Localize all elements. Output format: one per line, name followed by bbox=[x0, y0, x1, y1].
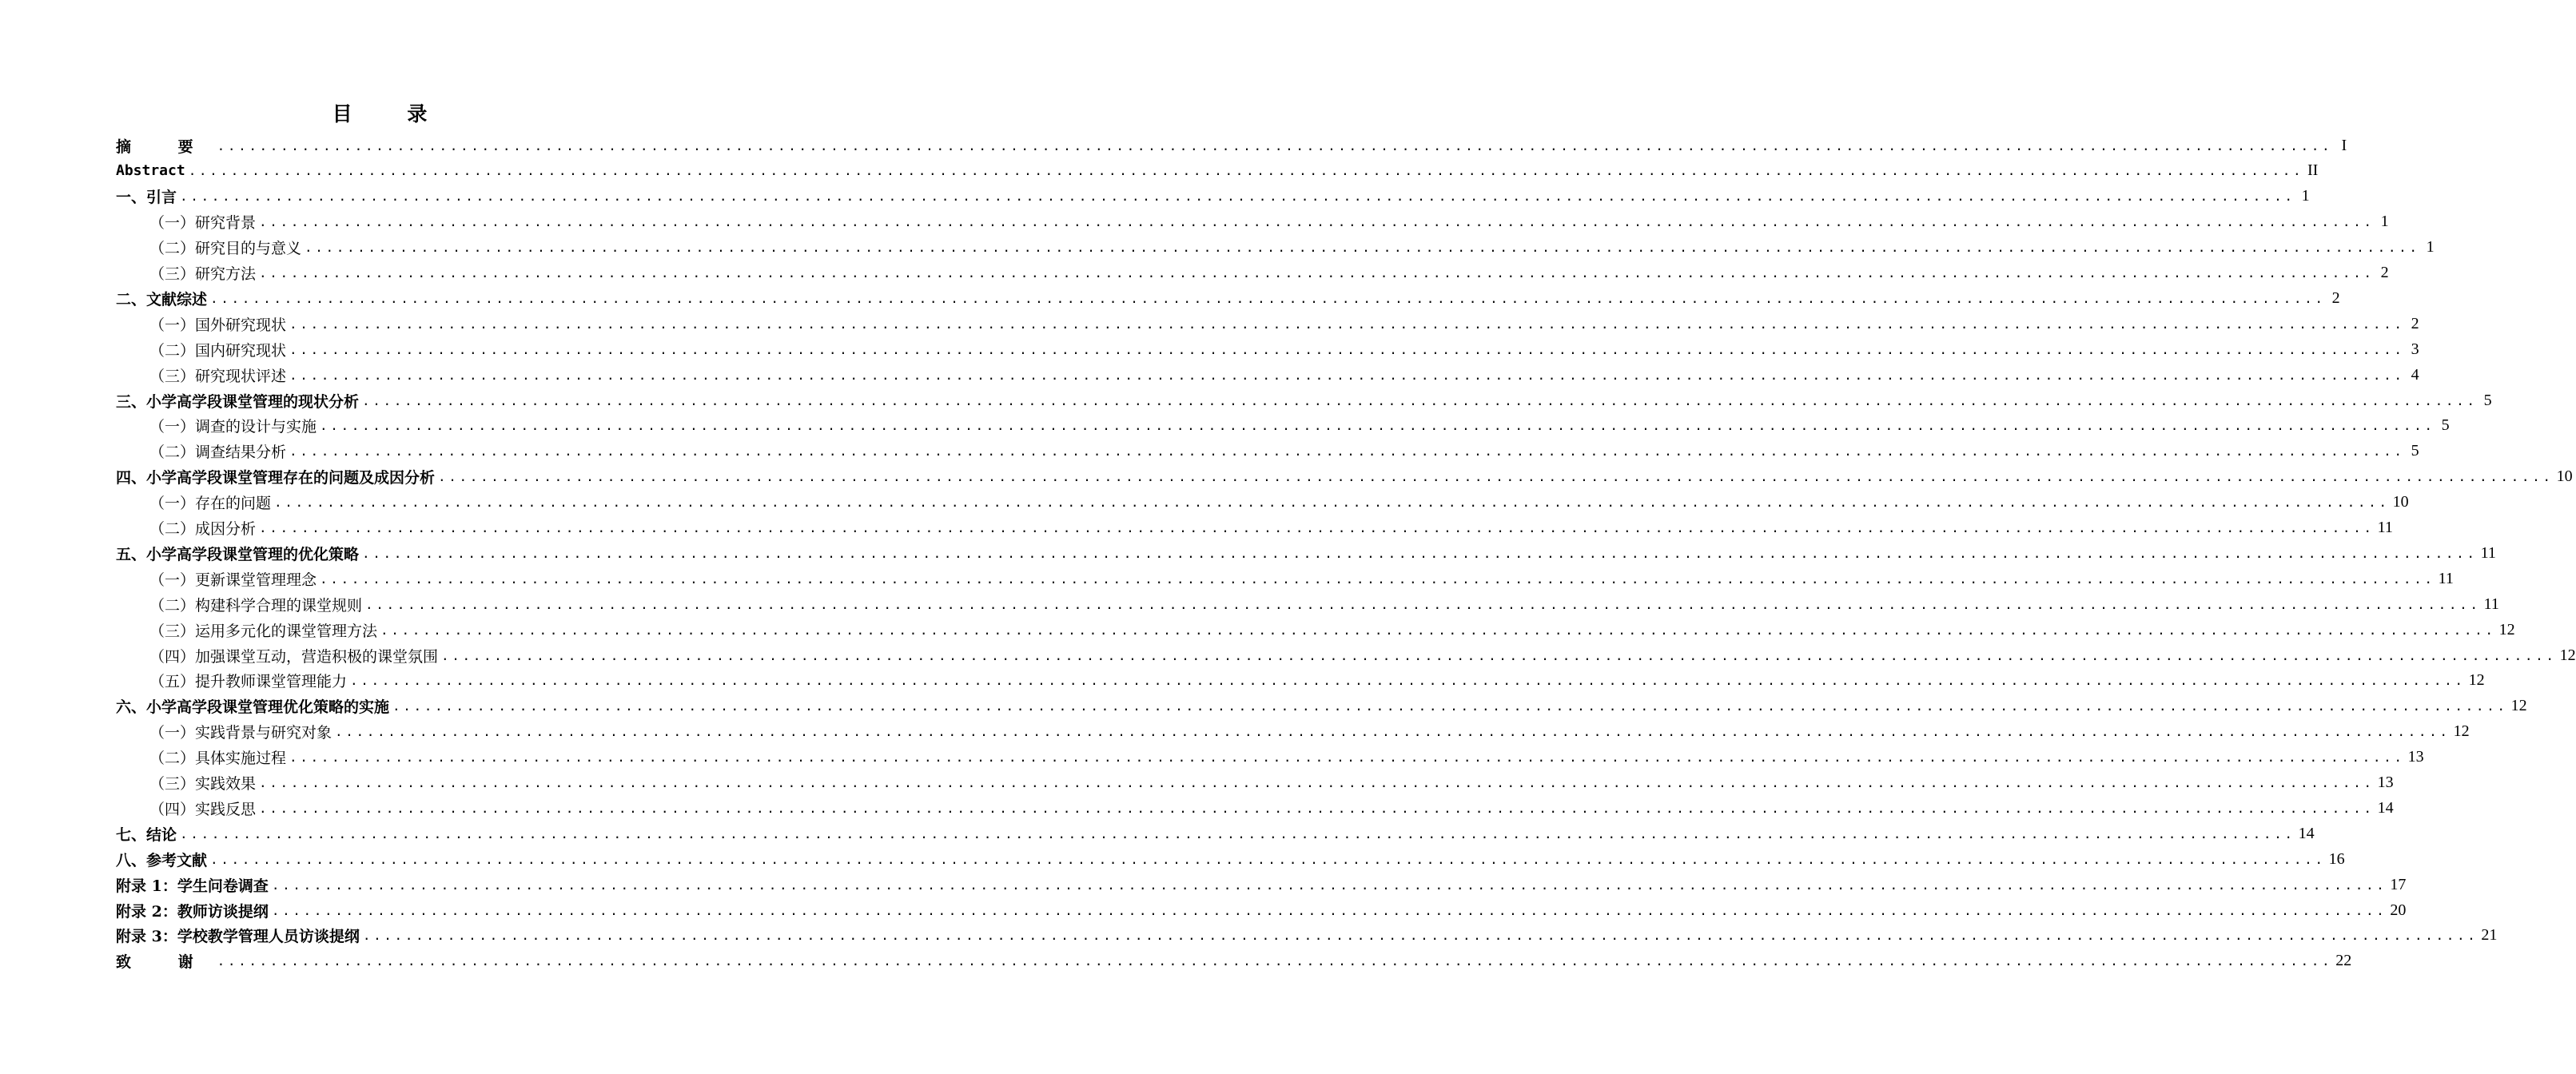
toc-dot-leader: ........................................................................................................................................................................................................ bbox=[217, 953, 2333, 969]
toc-entry[interactable] bbox=[149, 770, 2394, 796]
toc-entry-label: 六、小学高学段课堂管理优化策略的实施 bbox=[116, 698, 390, 717]
toc-dot-leader: ........................................................................................................................................................................................................ bbox=[320, 418, 2435, 434]
toc-entry-page-number: 3 bbox=[2411, 340, 2419, 358]
toc-entry[interactable] bbox=[149, 745, 2424, 770]
toc-entry[interactable] bbox=[116, 540, 2496, 566]
toc-entry-label: 附录 3：学校教学管理人员访谈提纲 bbox=[116, 928, 360, 946]
toc-entry[interactable] bbox=[149, 566, 2454, 591]
toc-dot-leader: ........................................................................................................................................................................................................ bbox=[188, 163, 2304, 179]
toc-entry-page-number: 17 bbox=[2390, 875, 2407, 893]
toc-entry[interactable] bbox=[116, 872, 2407, 897]
toc-dot-leader: ........................................................................................................................................................................................................ bbox=[210, 851, 2326, 867]
toc-entry-page-number: 10 bbox=[2556, 467, 2573, 486]
toc-entry[interactable] bbox=[149, 719, 2470, 745]
toc-entry-label: （四）加强课堂互动，营造积极的课堂氛围 bbox=[149, 647, 439, 666]
toc-entry-page-number: 11 bbox=[2480, 543, 2496, 562]
toc-entry[interactable] bbox=[116, 821, 2315, 846]
toc-entry[interactable] bbox=[149, 515, 2393, 541]
toc-entry[interactable] bbox=[149, 795, 2394, 821]
toc-entry[interactable] bbox=[149, 591, 2499, 617]
toc-entry-label: （二）具体实施过程 bbox=[149, 750, 287, 768]
toc-entry-label: 五、小学高学段课堂管理的优化策略 bbox=[116, 545, 360, 563]
toc-entry-page-number: 12 bbox=[2498, 620, 2515, 638]
toc-dot-leader: ........................................................................................................................................................................................................ bbox=[259, 265, 2375, 280]
toc-entry[interactable] bbox=[116, 133, 2347, 158]
toc-entry[interactable] bbox=[149, 311, 2419, 336]
toc-entry-page-number: 5 bbox=[2411, 442, 2419, 460]
toc-entry-label: （一）存在的问题 bbox=[149, 495, 272, 513]
toc-entry-page-number: 2 bbox=[2331, 288, 2340, 307]
toc-dot-leader: ........................................................................................................................................................................................................ bbox=[362, 392, 2478, 408]
toc-dot-leader: ........................................................................................................................................................................................................ bbox=[305, 240, 2420, 256]
toc-dot-leader: ........................................................................................................................................................................................................ bbox=[259, 800, 2375, 816]
toc-dot-leader: ........................................................................................................................................................................................................ bbox=[289, 341, 2405, 357]
toc-entry-label: 致 谢 bbox=[116, 953, 214, 972]
toc-entry-label: （一）国外研究现状 bbox=[149, 316, 287, 334]
toc-entry-label: 三、小学高学段课堂管理的现状分析 bbox=[116, 392, 360, 411]
toc-entry-page-number: 11 bbox=[2483, 595, 2499, 613]
toc-dot-leader: ........................................................................................................................................................................................................ bbox=[392, 698, 2508, 714]
toc-entry-label: 八、参考文献 bbox=[116, 851, 208, 869]
toc-entry-page-number: 13 bbox=[2377, 774, 2394, 791]
toc-entry[interactable] bbox=[149, 413, 2450, 439]
toc-entry[interactable] bbox=[149, 439, 2419, 464]
toc-entry-page-number: 2 bbox=[2411, 314, 2419, 332]
toc-entry[interactable] bbox=[149, 490, 2409, 515]
toc-entry-label: （二）国内研究现状 bbox=[149, 341, 287, 360]
toc-dot-leader: ........................................................................................................................................................................................................ bbox=[365, 596, 2481, 612]
toc-entry[interactable] bbox=[116, 388, 2492, 413]
toc-entry-page-number: 12 bbox=[2559, 646, 2576, 664]
toc-entry[interactable] bbox=[116, 949, 2352, 974]
toc-entry-label: （三）运用多元化的课堂管理方法 bbox=[149, 622, 378, 640]
toc-entry-label: （三）实践效果 bbox=[149, 775, 257, 793]
toc-entry-page-number: 12 bbox=[2453, 722, 2470, 741]
toc-dot-leader: ........................................................................................................................................................................................................ bbox=[320, 571, 2435, 587]
toc-dot-leader: ........................................................................................................................................................................................................ bbox=[380, 622, 2496, 638]
toc-entry-label: （二）调查结果分析 bbox=[149, 444, 287, 462]
toc-dot-leader: ........................................................................................................................................................................................................ bbox=[362, 545, 2478, 561]
toc-entry[interactable] bbox=[149, 642, 2576, 668]
toc-entry-label: Abstract bbox=[116, 162, 185, 180]
toc-entry-page-number: 1 bbox=[2380, 213, 2389, 231]
toc-dot-leader: ........................................................................................................................................................................................................ bbox=[289, 316, 2405, 332]
toc-entry-page-number: I bbox=[2341, 136, 2347, 154]
toc-entry-label: （一）调查的设计与实施 bbox=[149, 418, 317, 436]
toc-entry[interactable] bbox=[116, 923, 2498, 949]
toc-entry-label: 附录 1：学生问卷调查 bbox=[116, 877, 269, 895]
toc-entry-label: （一）研究背景 bbox=[149, 214, 257, 233]
toc-entry-page-number: 11 bbox=[2438, 569, 2454, 587]
toc-entry[interactable] bbox=[149, 668, 2485, 694]
toc-entry[interactable] bbox=[116, 158, 2319, 184]
toc-entry-page-number: 4 bbox=[2411, 365, 2419, 384]
toc-entry-page-number: 14 bbox=[2377, 798, 2394, 817]
toc-entry-label: （二）研究目的与意义 bbox=[149, 240, 302, 258]
toc-dot-leader: ........................................................................................................................................................................................................ bbox=[441, 647, 2557, 663]
toc-entry[interactable] bbox=[116, 184, 2310, 209]
toc-entry-page-number: 2 bbox=[2380, 264, 2389, 281]
toc-entry-page-number: 5 bbox=[2483, 391, 2492, 409]
toc-entry-label: （二）构建科学合理的课堂规则 bbox=[149, 596, 363, 615]
toc-entry-page-number: 22 bbox=[2335, 952, 2352, 970]
toc-entry[interactable] bbox=[116, 285, 2340, 311]
toc-dot-leader: ........................................................................................................................................................................................................ bbox=[210, 290, 2326, 306]
toc-entry[interactable] bbox=[116, 694, 2527, 719]
toc-entry-label: （一）实践背景与研究对象 bbox=[149, 724, 332, 742]
toc-dot-leader: ........................................................................................................................................................................................................ bbox=[350, 673, 2466, 689]
toc-entry-label: 二、文献综述 bbox=[116, 290, 208, 308]
toc-entry[interactable] bbox=[149, 261, 2389, 286]
toc-dot-leader: ........................................................................................................................................................................................................ bbox=[259, 520, 2375, 535]
toc-entry[interactable] bbox=[116, 897, 2407, 923]
toc-entry[interactable] bbox=[149, 362, 2419, 388]
toc-entry[interactable] bbox=[149, 235, 2435, 261]
toc-entry-label: （四）实践反思 bbox=[149, 800, 257, 818]
toc-dot-leader: ........................................................................................................................................................................................................ bbox=[180, 189, 2295, 205]
toc-entry-page-number: 10 bbox=[2392, 493, 2409, 511]
toc-entry-label: （五）提升教师课堂管理能力 bbox=[149, 673, 348, 691]
toc-entry-label: 七、结论 bbox=[116, 825, 177, 844]
toc-entry-page-number: 1 bbox=[2301, 187, 2310, 205]
toc-dot-leader: ........................................................................................................................................................................................................ bbox=[271, 902, 2387, 918]
toc-entry-page-number: 12 bbox=[2468, 671, 2485, 690]
toc-dot-leader: ........................................................................................................................................................................................................ bbox=[289, 444, 2405, 459]
toc-entry-label: 一、引言 bbox=[116, 189, 177, 207]
toc-entry-page-number: 14 bbox=[2298, 824, 2315, 842]
toc-entry-label: 四、小学高学段课堂管理存在的问题及成因分析 bbox=[116, 469, 436, 487]
toc-dot-leader: ........................................................................................................................................................................................................ bbox=[180, 825, 2295, 841]
toc-entry-label: （二）成因分析 bbox=[149, 520, 257, 538]
toc-entry-page-number: 20 bbox=[2390, 901, 2407, 919]
toc-entry-label: （三）研究现状评述 bbox=[149, 367, 287, 385]
toc-entry[interactable] bbox=[149, 336, 2419, 362]
toc-entry-page-number: 13 bbox=[2407, 748, 2424, 766]
toc-entry[interactable] bbox=[149, 209, 2389, 235]
toc-entry-page-number: 11 bbox=[2377, 519, 2393, 536]
toc-dot-leader: ........................................................................................................................................................................................................ bbox=[259, 775, 2375, 790]
toc-dot-leader: ........................................................................................................................................................................................................ bbox=[289, 750, 2405, 766]
toc-entry-label: （一）更新课堂管理理念 bbox=[149, 571, 317, 589]
toc-dot-leader: ........................................................................................................................................................................................................ bbox=[274, 495, 2390, 511]
toc-entry[interactable] bbox=[149, 617, 2515, 642]
toc-dot-leader: ........................................................................................................................................................................................................ bbox=[217, 137, 2333, 153]
toc-dot-leader: ........................................................................................................................................................................................................ bbox=[438, 469, 2554, 485]
toc-entry-page-number: 21 bbox=[2481, 926, 2498, 945]
toc-entry-page-number: 12 bbox=[2510, 697, 2527, 715]
toc-title: 目 录 bbox=[332, 102, 452, 125]
toc-entry[interactable] bbox=[116, 846, 2345, 872]
toc-entry-page-number: 1 bbox=[2426, 238, 2435, 257]
toc-entry[interactable] bbox=[116, 464, 2573, 490]
toc-dot-leader: ........................................................................................................................................................................................................ bbox=[362, 928, 2478, 944]
toc-entry-label: 附录 2：教师访谈提纲 bbox=[116, 902, 269, 921]
toc-entry-page-number: II bbox=[2307, 161, 2319, 180]
toc-dot-leader: ........................................................................................................................................................................................................ bbox=[289, 367, 2405, 383]
toc-entry-page-number: 16 bbox=[2328, 849, 2345, 868]
toc-entry-label: 摘 要 bbox=[116, 137, 214, 156]
toc-dot-leader: ........................................................................................................................................................................................................ bbox=[259, 214, 2375, 230]
toc-entry-label: （三）研究方法 bbox=[149, 265, 257, 283]
toc-entry-page-number: 5 bbox=[2441, 416, 2450, 435]
toc-dot-leader: ........................................................................................................................................................................................................ bbox=[335, 724, 2451, 740]
toc-dot-leader: ........................................................................................................................................................................................................ bbox=[271, 877, 2387, 893]
